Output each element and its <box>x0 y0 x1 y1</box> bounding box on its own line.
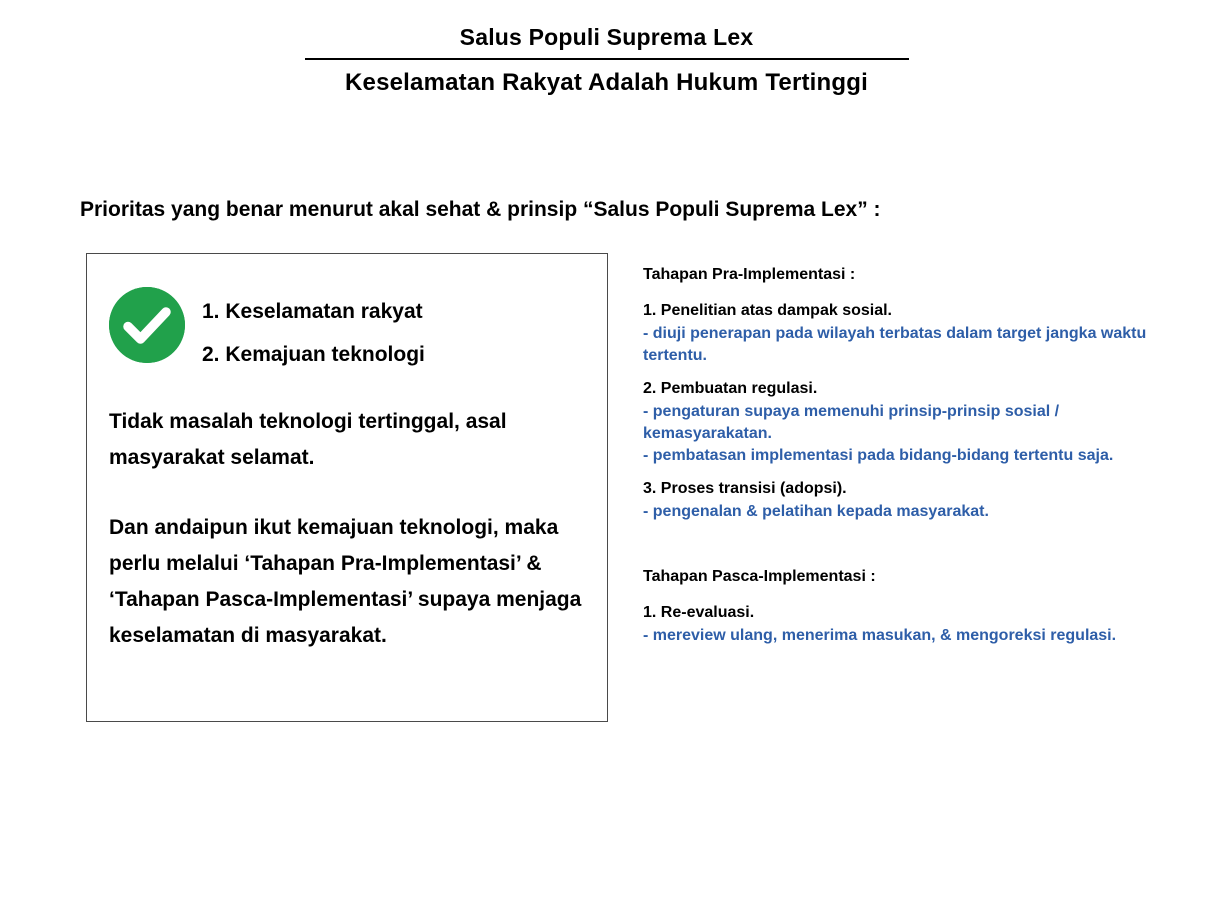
stage-pra-implementasi <box>643 263 1183 523</box>
stage-step <box>643 601 1183 647</box>
stages-column <box>643 263 1183 657</box>
stage-spacer <box>643 533 1183 565</box>
stage-step <box>643 377 1183 467</box>
list-item: 1. Keselamatan rakyat <box>202 300 423 323</box>
step-label: 2. Pembuatan regulasi. <box>643 380 818 397</box>
step-label: 1. Penelitian atas dampak sosial. <box>643 302 892 319</box>
priority-panel <box>86 253 608 722</box>
stage-pasca-implementasi <box>643 565 1183 647</box>
document-header <box>0 22 1213 99</box>
panel-paragraph-safety: Tidak masalah teknologi tertinggal, asal masyarakat selamat. <box>109 410 507 469</box>
page-subtitle: Prioritas yang benar menurut akal sehat & prinsip “Salus Populi Suprema Lex” : <box>80 198 881 221</box>
list-item: 2. Kemajuan teknologi <box>202 343 425 366</box>
step-note: - pengaturan supaya memenuhi prinsip-prinsip sosial / kemasyarakatan. <box>643 403 1060 442</box>
panel-paragraph-stages: Dan andaipun ikut kemajuan teknologi, maka perlu melalui ‘Tahapan Pra-Implementasi’ & ‘Tahapan Pasca-Implementasi’ supaya menjaga keselamatan di masyarakat. <box>109 516 582 647</box>
header-translation: Keselamatan Rakyat Adalah Hukum Tertinggi <box>344 69 868 96</box>
stage-step <box>643 477 1183 523</box>
step-note: - diuji penerapan pada wilayah terbatas dalam target jangka waktu tertentu. <box>643 325 1147 364</box>
step-label: 1. Re-evaluasi. <box>643 604 755 621</box>
header-latin-title: Salus Populi Suprema Lex <box>459 24 754 50</box>
step-note: - pengenalan & pelatihan kepada masyarakat. <box>643 503 989 520</box>
step-note: - pembatasan implementasi pada bidang-bidang tertentu saja. <box>643 447 1114 464</box>
check-circle-icon <box>109 287 185 363</box>
header-divider <box>305 58 909 60</box>
stage-title: Tahapan Pra-Implementasi : <box>643 266 856 283</box>
step-label: 3. Proses transisi (adopsi). <box>643 480 847 497</box>
step-note: - mereview ulang, menerima masukan, & mengoreksi regulasi. <box>643 627 1117 644</box>
priority-list <box>202 290 592 376</box>
stage-title: Tahapan Pasca-Implementasi : <box>643 568 876 585</box>
stage-step <box>643 299 1183 367</box>
